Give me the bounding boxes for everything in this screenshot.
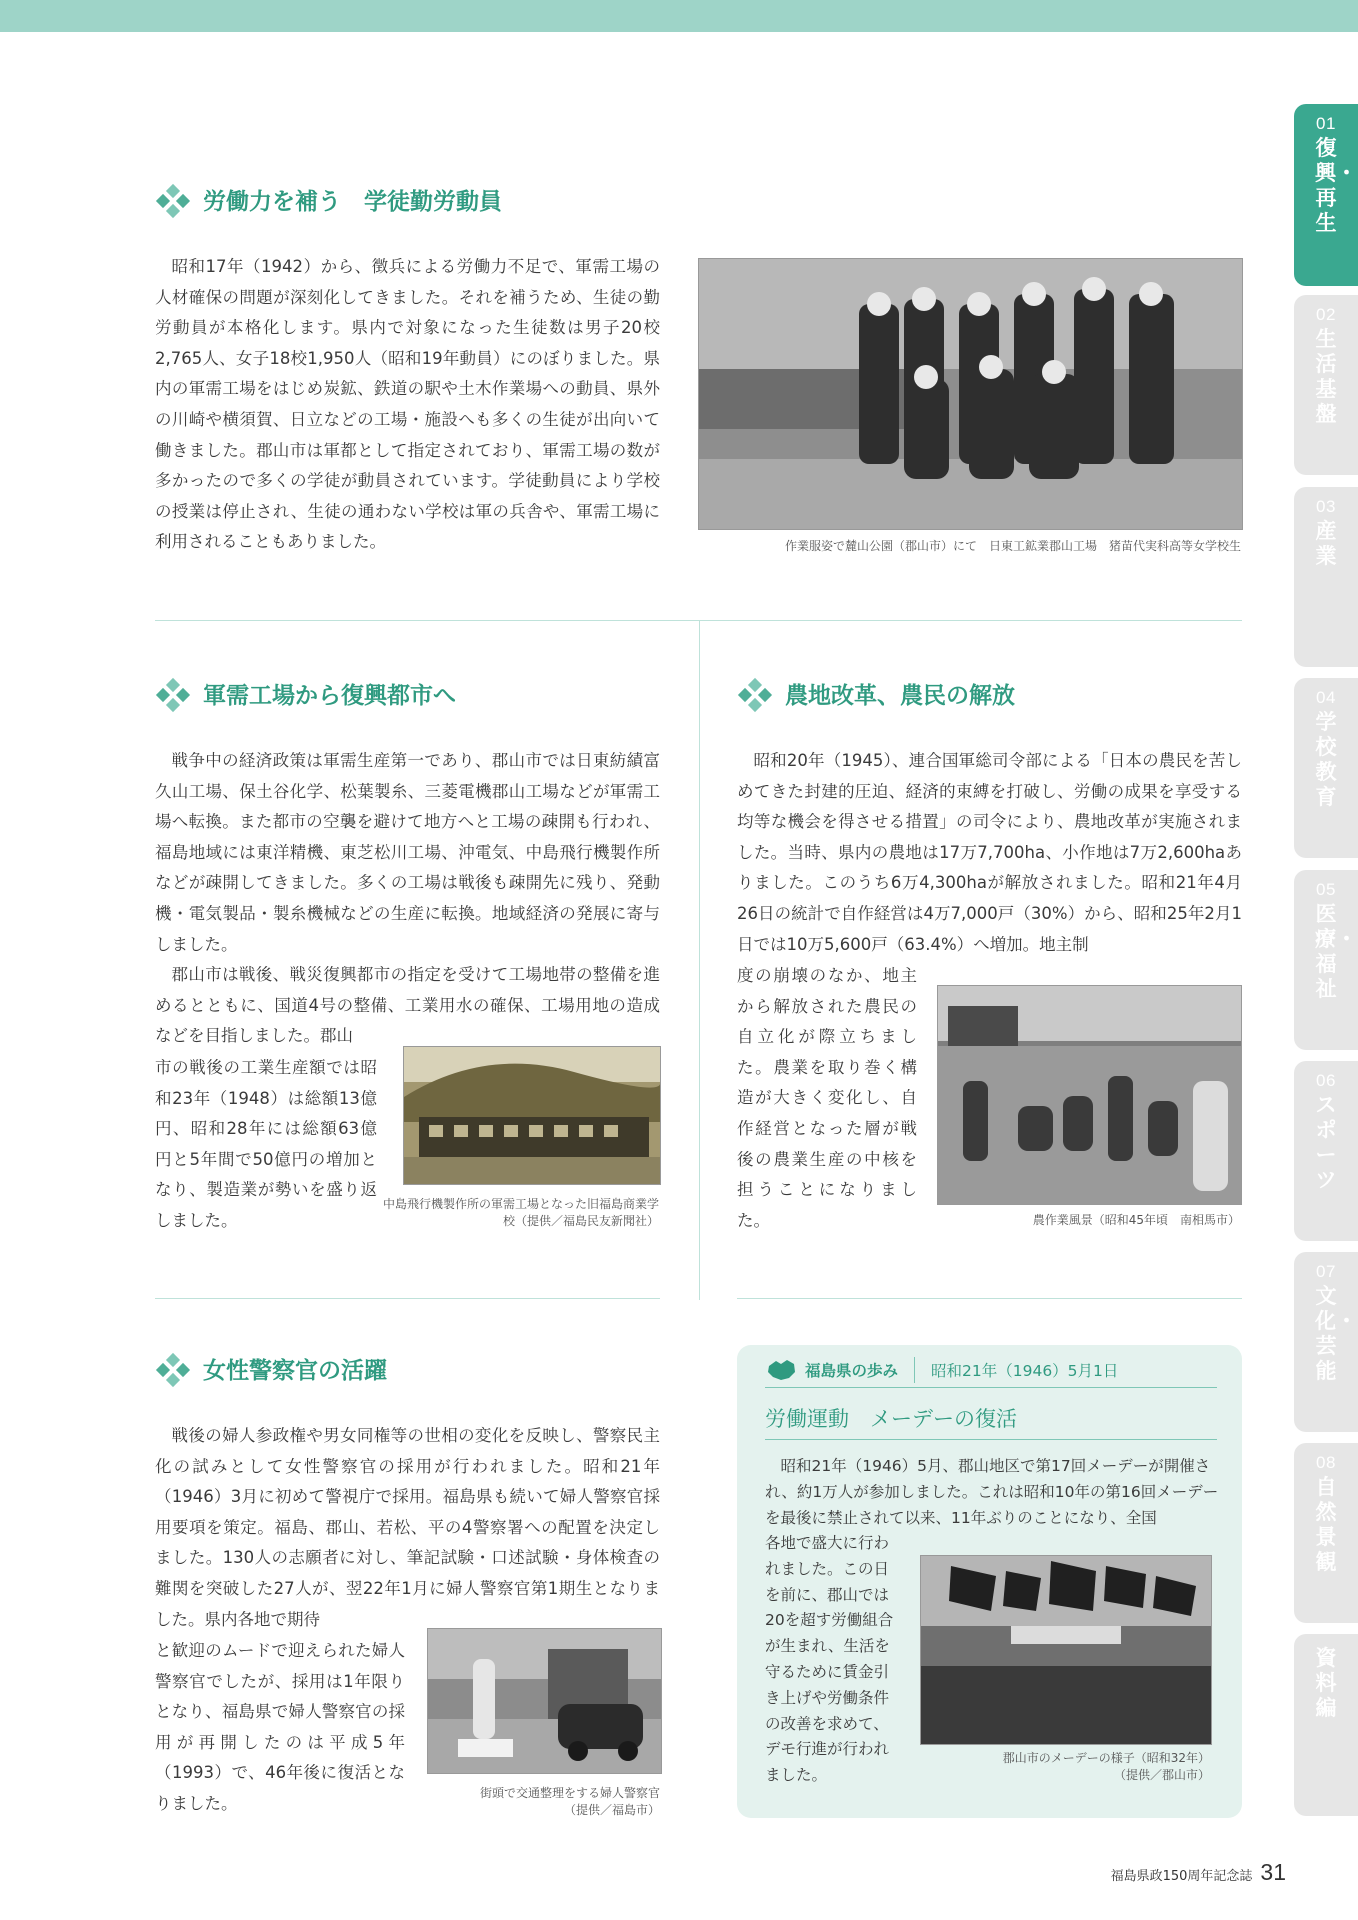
section-heading-reconstruction-city — [155, 677, 456, 710]
history-box-header — [767, 1357, 1217, 1383]
section-title: 女性警察官の活躍 — [203, 1358, 387, 1384]
divider — [765, 1387, 1217, 1388]
paragraph: 各地で盛大に行われました。この日を前に、郡山では20を超す労働組合が生まれ、生活を守るために賃金引き上げや労働条件の改善を求めて、デモ行進が行われました。 — [765, 1534, 894, 1785]
tab-08-natural-scenery[interactable] — [1294, 1443, 1358, 1623]
tab-label: 資料編 — [1315, 1646, 1337, 1720]
photo-caption — [920, 1750, 1210, 1784]
section2-body-wrap — [155, 1053, 377, 1237]
tab-03-industry[interactable] — [1294, 487, 1358, 667]
paragraph: 昭和17年（1942）から、徴兵による労働力不足で、軍需工場の人材確保の問題が深刻化してきました。それを補うため、生徒の勤労動員が本格化します。県内で対象になった生徒数は男子20校2,765人、女子18校1,950人（昭和19年動員）にのぼりました。県内の軍需工場をはじめ炭鉱、鉄道の駅や土木作業場への動員、県外の川崎や横須賀、日立などの工場・施設へも多くの生徒が出向いて働きました。郡山市は軍都として指定されており、軍需工場の数が多かったので多くの学徒が動員されています。学徒動員により学校の授業は停止され、生徒の通わない学校は軍の兵舎や、軍需工場に利用されることもありました。 — [155, 257, 660, 552]
section-heading-land-reform — [737, 677, 1015, 710]
column-divider — [699, 620, 700, 1300]
photo-caption: 農作業風景（昭和45年頃 南相馬市） — [1032, 1213, 1240, 1227]
tab-number: 02 — [1316, 305, 1336, 324]
tab-number: 03 — [1316, 497, 1336, 516]
tab-label: 自然景観 — [1315, 1475, 1337, 1574]
school-factory-photo — [403, 1046, 661, 1185]
history-tag: 福島県の歩み — [805, 1362, 899, 1380]
paragraph: 戦争中の経済政策は軍需生産第一であり、郡山市では日東紡績富久山工場、保土谷化学、松葉製糸、三菱電機郡山工場などが軍需工場へ転換。また都市の空襲を避けて地方へと工場の疎開も行われ、福島地域には東洋精機、東芝松川工場、沖電気、中島飛行機製作所などが疎開してきました。多くの工場は戦後も疎開先に残り、発動機・電気製品・製糸機械などの生産に転換。地域経済の発展に寄与しました。 — [155, 751, 661, 954]
tab-02-living-infrastructure[interactable] — [1294, 295, 1358, 475]
photo-caption: 中島飛行機製作所の軍需工場となった旧福島商業学校（提供／福島民友新聞社） — [382, 1197, 659, 1228]
tab-number: 06 — [1316, 1071, 1336, 1090]
tab-number: 01 — [1316, 114, 1336, 133]
caption-source: （提供／福島市） — [563, 1803, 660, 1817]
divider — [737, 1298, 1242, 1299]
publication-name: 福島県政150周年記念誌 — [1110, 1869, 1253, 1884]
tab-number: 07 — [1316, 1262, 1336, 1281]
section3-body — [737, 746, 1242, 960]
diamond-bullet-icon — [155, 184, 191, 216]
police-officer-photo — [427, 1628, 662, 1774]
tab-04-school-education[interactable] — [1294, 678, 1358, 858]
tab-label: 医療・福祉 — [1315, 902, 1357, 1001]
caption-source: （提供／郡山市） — [1113, 1768, 1210, 1782]
paragraph: 昭和20年（1945）、連合国軍総司令部による「日本の農民を苦しめてきた封建的圧迫、経済的束縛を打破し、労働の成果を享受する均等な機会を得させる措置」の司令により、農地改革が実施されました。当時、県内の農地は17万7,700ha、小作地は7万2,600haありました。このうち6万4,300haが解放されました。昭和21年4月26日の統計で自作経営は4万7,000戸（30%）から、昭和25年2月1日では10万5,600戸（63.4%）へ増加。地主制 — [737, 751, 1242, 954]
divider — [765, 1439, 1217, 1440]
tab-label: 生活基盤 — [1315, 327, 1337, 426]
may-day-photo — [920, 1555, 1212, 1745]
tab-label: 文化・芸能 — [1315, 1284, 1357, 1383]
chapter-tabs — [1290, 0, 1358, 1920]
history-body-wrap — [765, 1531, 897, 1789]
section-heading-student-mobilization — [155, 183, 502, 216]
page-footer — [1111, 1859, 1286, 1886]
section1-body — [155, 252, 660, 558]
paragraph: と歓迎のムードで迎えられた婦人警察官でしたが、採用は1年限りとなり、福島県で婦人警察官の採用が再開したのは平成5年（1993）で、46年後に復活となりました。 — [155, 1641, 405, 1813]
diamond-bullet-icon — [737, 678, 773, 710]
section-heading-female-police — [155, 1352, 387, 1385]
section3-body-wrap — [737, 961, 917, 1236]
diamond-bullet-icon — [155, 678, 191, 710]
history-sidebar-box — [737, 1345, 1242, 1818]
header-separator — [914, 1357, 915, 1383]
paragraph: 度の崩壊のなか、地主から解放された農民の自立化が際立ちました。農業を取り巻く構造が大きく変化し、自作経営となった層が戦後の農業生産の中核を担うことになりました。 — [737, 966, 917, 1230]
section-title: 労働力を補う 学徒勤労動員 — [203, 189, 502, 215]
caption-line: 郡山市のメーデーの様子（昭和32年） — [1002, 1751, 1210, 1765]
tab-reference-materials[interactable] — [1294, 1634, 1358, 1816]
caption-line: 街頭で交通整理をする婦人警察官 — [479, 1786, 660, 1800]
tab-06-sports[interactable] — [1294, 1061, 1358, 1241]
photo-caption — [427, 1785, 660, 1819]
tab-label: スポーツ — [1315, 1093, 1337, 1192]
paragraph: 市の戦後の工業生産額では昭和23年（1948）は総額13億円、昭和28年には総額63億円と5年間で50億円の増加となり、製造業が勢いを盛り返しました。 — [155, 1058, 377, 1230]
tab-label: 学校教育 — [1315, 710, 1337, 809]
history-title: 労働運動 メーデーの復活 — [765, 1407, 1017, 1431]
tab-07-culture-arts[interactable] — [1294, 1252, 1358, 1432]
tab-label: 産 業 — [1315, 519, 1358, 568]
fukushima-map-icon — [767, 1358, 797, 1382]
students-group-photo — [698, 258, 1243, 530]
tab-number: 08 — [1316, 1453, 1336, 1472]
tab-number: 04 — [1316, 688, 1336, 707]
tab-05-medical-welfare[interactable] — [1294, 870, 1358, 1050]
paragraph: 戦後の婦人参政権や男女同権等の世相の変化を反映し、警察民主化の試みとして女性警察官の採用が行われました。昭和21年（1946）3月に初めて警視庁で採用。福島県も続いて婦人警察官採用要項を策定。福島、郡山、若松、平の4警察署への配置を決定しました。130人の志願者に対し、筆記試験・口述試験・身体検査の難関を突破した27人が、翌22年1月に婦人警察官第1期生となりました。県内各地で期待 — [155, 1426, 660, 1629]
history-body — [765, 1454, 1220, 1531]
history-date: 昭和21年（1946）5月1日 — [931, 1362, 1119, 1380]
page-number: 31 — [1260, 1859, 1286, 1885]
diamond-bullet-icon — [155, 1353, 191, 1385]
farming-photo — [937, 985, 1242, 1205]
section4-body-wrap — [155, 1636, 405, 1820]
tab-label: 復興・再生 — [1315, 136, 1357, 235]
paragraph: 昭和21年（1946）5月、郡山地区で第17回メーデーが開催され、約1万人が参加しました。これは昭和10年の第16回メーデーを最後に禁止されて以来、11年ぶりのことになり、全国 — [765, 1457, 1219, 1527]
section-title: 軍需工場から復興都市へ — [203, 683, 456, 709]
paragraph: 郡山市は戦後、戦災復興都市の指定を受けて工場地帯の整備を進めるとともに、国道4号の整備、工業用水の確保、工場用地の造成などを目指しました。郡山 — [155, 965, 660, 1046]
divider — [155, 1298, 660, 1299]
section2-body — [155, 746, 660, 1052]
top-color-band — [0, 0, 1358, 32]
section-title: 農地改革、農民の解放 — [785, 683, 1015, 709]
tab-01-reconstruction[interactable] — [1294, 104, 1358, 286]
photo-caption: 作業服姿で麓山公園（郡山市）にて 日東工鉱業郡山工場 猪苗代実科高等女学校生 — [784, 539, 1241, 553]
tab-number: 05 — [1316, 880, 1336, 899]
section4-body — [155, 1421, 660, 1635]
